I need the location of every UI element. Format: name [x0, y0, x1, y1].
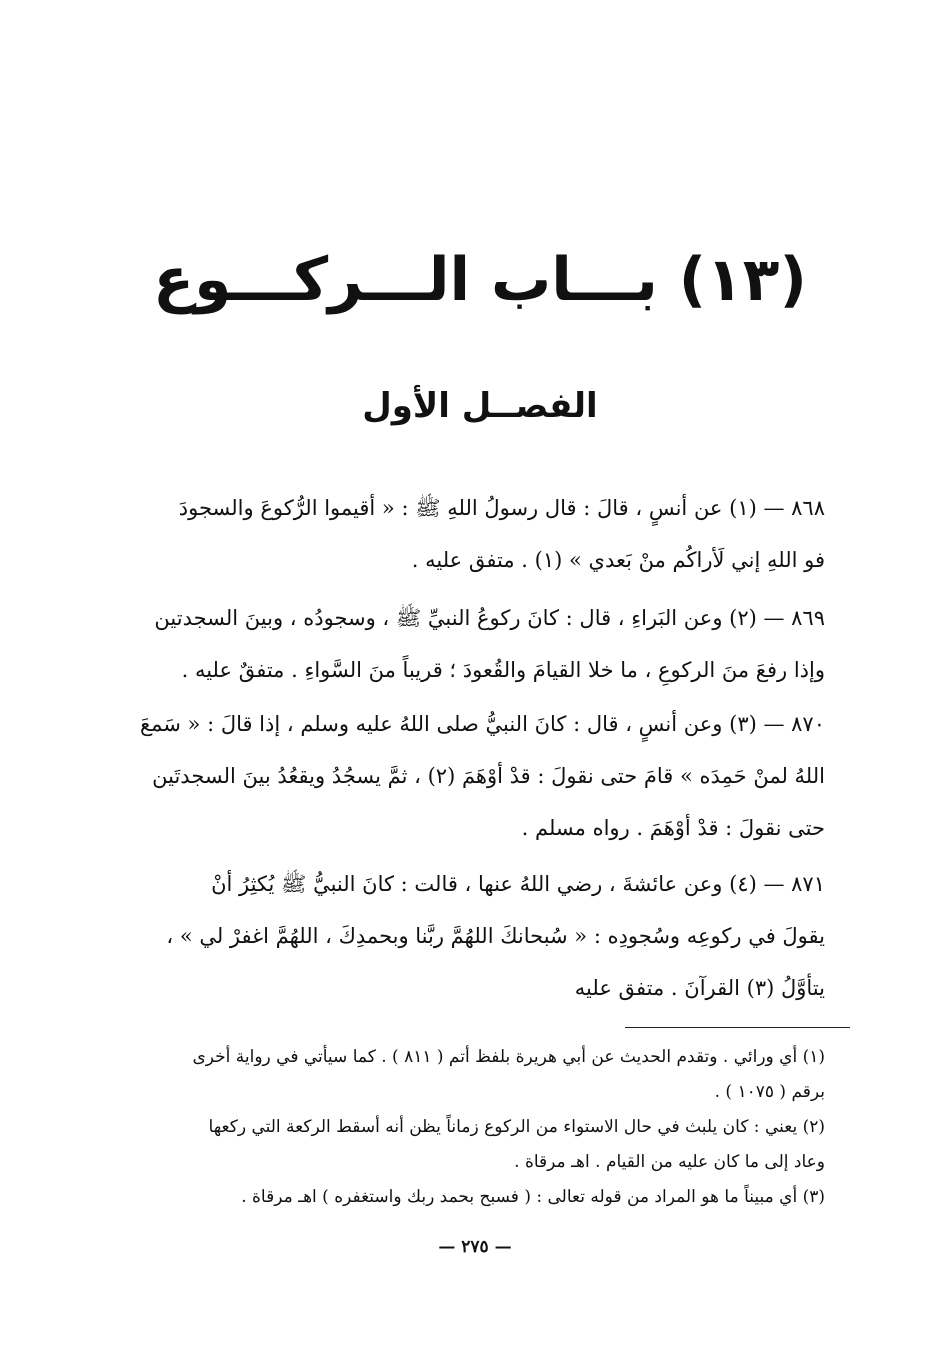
hadith-line: يتأوَّلُ (٣) القرآنَ . متفق عليه [574, 976, 825, 1000]
hadith-869 [135, 592, 825, 696]
hadith-line: ٨٦٨ — (١) عن أنسٍ ، قالَ : قال رسولُ اللهِ ﷺ : « أقيموا الرُّكوعَ والسجودَ [178, 496, 825, 520]
section-title: الفصــل الأول [362, 386, 598, 426]
hadith-line: فو اللهِ إني لَأراكُم منْ بَعدي » (١) . متفق عليه . [411, 548, 825, 572]
footnote-line: (٢) يعني : كان يلبث في حال الاستواء من الركوع زماناً يظن أنه أسقط الركعة التي ركعها [208, 1117, 825, 1137]
footnote-line: (١) أي ورائي . وتقدم الحديث عن أبي هريرة بلفظ أتم ( ٨١١ ) . كما سيأتي في رواية أخرى [192, 1047, 825, 1067]
footnote-line: برقم ( ١٠٧٥ ) . [714, 1082, 825, 1102]
footnote-line: (٣) أي مبيناً ما هو المراد من قوله تعالى : ( فسبح بحمد ربك واستغفره ) اهـ مرقاة . [241, 1187, 825, 1207]
chapter-title: (١٣) بـــاب الـــركـــوع [153, 245, 807, 315]
footnote-separator [625, 1027, 850, 1028]
footnote-line: وعاد إلى ما كان عليه من القيام . اهـ مرقاة . [514, 1152, 825, 1172]
hadith-868 [135, 482, 825, 586]
hadith-line: يقولَ في ركوعِه وسُجودِه : « سُبحانكَ اللهُمَّ ربَّنا وبحمدِكَ ، اللهُمَّ اغفرْ لي » ، [166, 924, 825, 948]
hadith-line: ٨٧٠ — (٣) وعن أنسٍ ، قال : كانَ النبيُّ صلى اللهُ عليه وسلم ، إذا قالَ : « سَمعَ [139, 712, 825, 736]
hadith-line: ٨٦٩ — (٢) وعن البَراءِ ، قال : كانَ ركوعُ النبيِّ ﷺ ، وسجودُه ، وبينَ السجدتين [154, 606, 825, 630]
footnotes [135, 1040, 825, 1215]
page-number: — ٢٧٥ — [438, 1237, 512, 1257]
hadith-line: حتى نقولَ : قدْ أوْهَمَ . رواه مسلم . [521, 816, 825, 840]
hadith-871 [135, 858, 825, 1014]
hadith-line: وإذا رفعَ منَ الركوعِ ، ما خلا القيامَ والقُعودَ ؛ قريباً منَ السَّواءِ . متفقٌ عليه . [181, 658, 825, 682]
hadith-870 [135, 698, 825, 854]
hadith-line: اللهُ لمنْ حَمِدَه » قامَ حتى نقولَ : قدْ أوْهَمَ (٢) ، ثمَّ يسجُدُ ويقعُدُ بينَ السجدتَين [152, 764, 825, 788]
hadith-line: ٨٧١ — (٤) وعن عائشةَ ، رضي اللهُ عنها ، قالت : كانَ النبيُّ ﷺ يُكثِرُ أنْ [211, 872, 825, 896]
